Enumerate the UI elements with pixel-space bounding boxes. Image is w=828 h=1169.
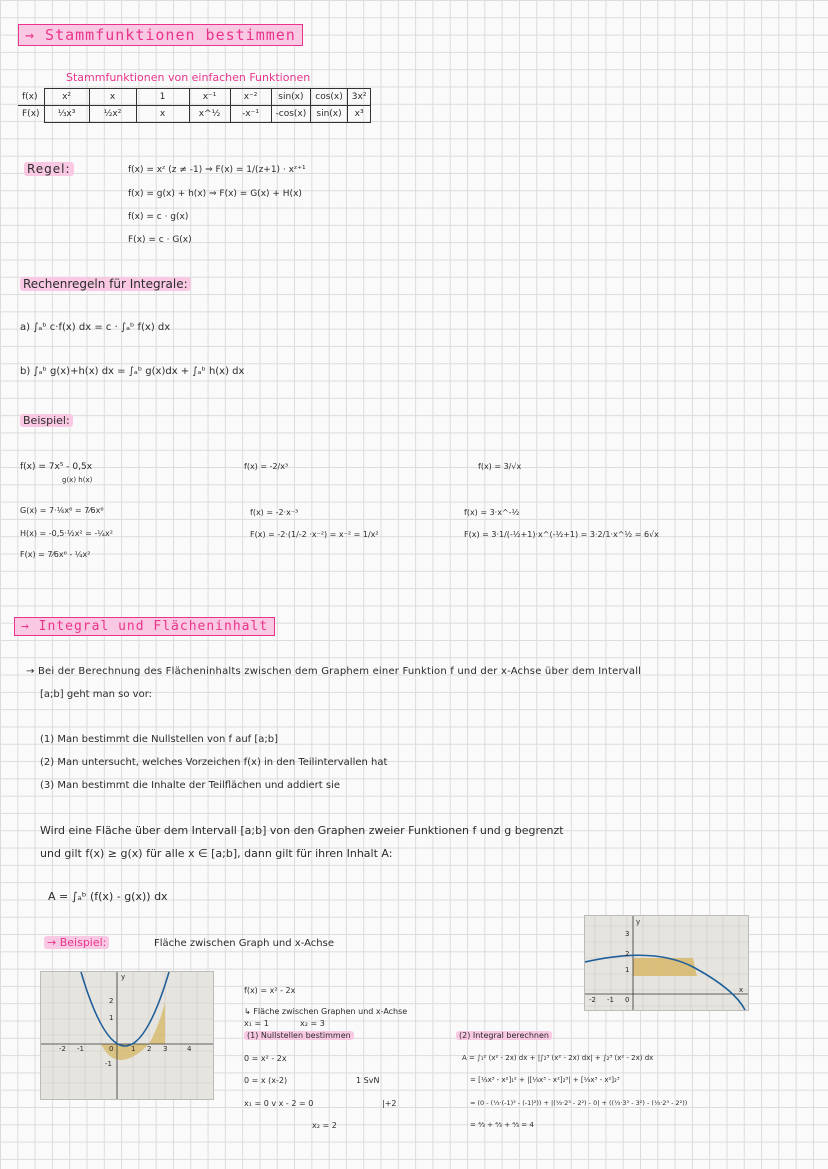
example-col2-line: F(x) = -2·(1/-2 ·x⁻²) = x⁻² = 1/x² [250,530,379,539]
table-cell: x⁻¹ [189,89,230,106]
y-axis-label: y [121,973,126,981]
table-caption: Stammfunktionen von einfachen Funktionen [66,71,311,84]
tick-label: 1 [131,1045,136,1053]
graph-parabola [40,971,214,1100]
rechenregel-a: a) ∫ₐᵇ c·f(x) dx = c · ∫ₐᵇ f(x) dx [20,322,171,333]
example-col3-line: F(x) = 3·1/(-½+1)·x^(-½+1) = 3·2/1·x^½ = 6√x [464,530,659,539]
shaded-area [633,958,697,976]
table-row [18,106,371,123]
tick-label: 1 [109,1014,114,1022]
tick-label: 2 [625,950,630,958]
example2-step1-side: |+2 [382,1099,397,1108]
example2-step1-line: x₁ = 0 v x - 2 = 0 [244,1099,314,1108]
example2-x2: x₂ = 3 [300,1019,325,1028]
two-graphs-line-1: Wird eine Fläche über dem Intervall [a;b] von den Graphen zweier Funktionen f und g begrenzt [40,824,564,837]
section-title-stammfunktionen: → Stammfunktionen bestimmen [18,24,303,46]
table-cell: x [89,89,136,106]
example-col1-line: g(x) h(x) [62,476,93,484]
example-col3-line: f(x) = 3/√x [478,462,522,471]
stammfunktionen-table [18,88,371,123]
example2-step2-title: (2) Integral berechnen [456,1031,552,1040]
example-col1-line: G(x) = 7·⅙x⁶ = 7⁄6x⁶ [20,506,104,515]
tick-label: -2 [59,1045,66,1053]
example2-sub: ↳ Fläche zwischen Graphen und x-Achse [244,1007,408,1016]
table-cell: f(x) [18,89,44,106]
table-cell: ½x² [89,106,136,123]
example-col2-line: f(x) = -2/x³ [244,462,289,471]
beispiel2-label: → Beispiel: [44,936,109,949]
example-col3-line: f(x) = 3·x^-½ [464,508,520,517]
example-col2-line: f(x) = -2·x⁻³ [250,508,299,517]
table-cell: cos(x) [311,89,348,106]
step-2: (2) Man untersucht, welches Vorzeichen f(x) in den Teilintervallen hat [40,757,388,768]
two-graphs-line-2: und gilt f(x) ≥ g(x) für alle x ∈ [a;b], dann gilt für ihren Inhalt A: [40,847,393,860]
example-col1-line: H(x) = -0,5·½x² = -¼x² [20,529,113,538]
example2-fx: f(x) = x² - 2x [244,986,296,995]
example2-step2-line: = (0 - (⅓·(-1)³ - (-1)²)) + |(⅓·2³ - 2²) - 0| + ((⅓·3³ - 3²) - (⅓·2³ - 2²)) [470,1099,688,1107]
regel-line-1: f(x) = xᶻ (z ≠ -1) ⇒ F(x) = 1/(z+1) · xᶻ⁺¹ [128,165,306,175]
rechenregeln-title: Rechenregeln für Integrale: [20,277,191,291]
example2-x1: x₁ = 1 [244,1019,269,1028]
graph-parabola-svg [41,972,213,1099]
table-cell: -x⁻¹ [230,106,271,123]
example2-step1-line: x₂ = 2 [312,1121,337,1130]
example2-step1-line: 0 = x² - 2x [244,1054,287,1063]
tick-label: 2 [109,997,114,1005]
x-axis-label: x [739,986,744,994]
example-col1-line: F(x) = 7⁄6x⁶ - ¼x² [20,550,91,559]
tick-label: -1 [607,996,614,1004]
tick-label: 4 [187,1045,192,1053]
table-cell: 1 [136,89,189,106]
table-cell: -cos(x) [271,106,311,123]
example-col1-line: f(x) = 7x⁵ - 0,5x [20,462,93,472]
intro-line-2: [a;b] geht man so vor: [40,689,152,700]
regel-line-2: f(x) = g(x) + h(x) ⇒ F(x) = G(x) + H(x) [128,189,302,199]
beispiel2-desc: Fläche zwischen Graph und x-Achse [154,938,334,949]
tick-label: 3 [625,930,630,938]
y-axis-label: y [636,918,641,926]
table-cell: ⅓x³ [44,106,89,123]
example2-step1-title: (1) Nullstellen bestimmen [244,1031,354,1040]
table-cell: x [136,106,189,123]
tick-label: 0 [625,996,630,1004]
table-cell: x³ [347,106,371,123]
example2-step2-line: = ⁴⁄₃ + ⁴⁄₃ + ⁴⁄₃ = 4 [470,1121,534,1129]
table-row [18,89,371,106]
rechenregel-b: b) ∫ₐᵇ g(x)+h(x) dx = ∫ₐᵇ g(x)dx + ∫ₐᵇ h(x) dx [20,366,245,377]
example2-step2-line: = [⅓x³ - x²]₁² + |[⅓x³ - x²]₂³| + [⅓x³ - x²]₂³ [470,1076,620,1084]
graph-area-example [584,915,749,1011]
tick-label: -1 [105,1060,112,1068]
tick-label: 3 [163,1045,168,1053]
section-title-integral: → Integral und Flächeninhalt [14,617,275,636]
step-1: (1) Man bestimmt die Nullstellen von f auf [a;b] [40,734,279,745]
table-cell: sin(x) [271,89,311,106]
regel-line-3: f(x) = c · g(x) [128,212,189,222]
table-cell: x^½ [189,106,230,123]
area-formula: A = ∫ₐᵇ (f(x) - g(x)) dx [48,890,168,903]
example2-step2-line: A = ∫₁² (x² - 2x) dx + |∫₂³ (x² - 2x) dx| + ∫₂³ (x² - 2x) dx [462,1054,654,1062]
intro-line-1: → Bei der Berechnung des Flächeninhalts zwischen dem Graphem einer Funktion f und der x-Achse über dem Intervall [26,666,642,677]
regel-line-4: F(x) = c · G(x) [128,235,192,245]
step-3: (3) Man bestimmt die Inhalte der Teilflächen und addiert sie [40,780,340,791]
tick-label: -1 [77,1045,84,1053]
tick-label: 0 [109,1045,114,1053]
table-cell: x⁻² [230,89,271,106]
example2-step1-line: 0 = x (x-2) [244,1076,288,1085]
table-cell: sin(x) [311,106,348,123]
example2-step1-side: 1 SvN [356,1076,380,1085]
table-cell: F(x) [18,106,44,123]
table-cell: 3x² [347,89,371,106]
beispiel-label: Beispiel: [20,414,73,427]
tick-label: 2 [147,1045,152,1053]
tick-label: -2 [589,996,596,1004]
table-cell: x² [44,89,89,106]
regel-label: Regel: [24,162,74,176]
tick-label: 1 [625,966,630,974]
